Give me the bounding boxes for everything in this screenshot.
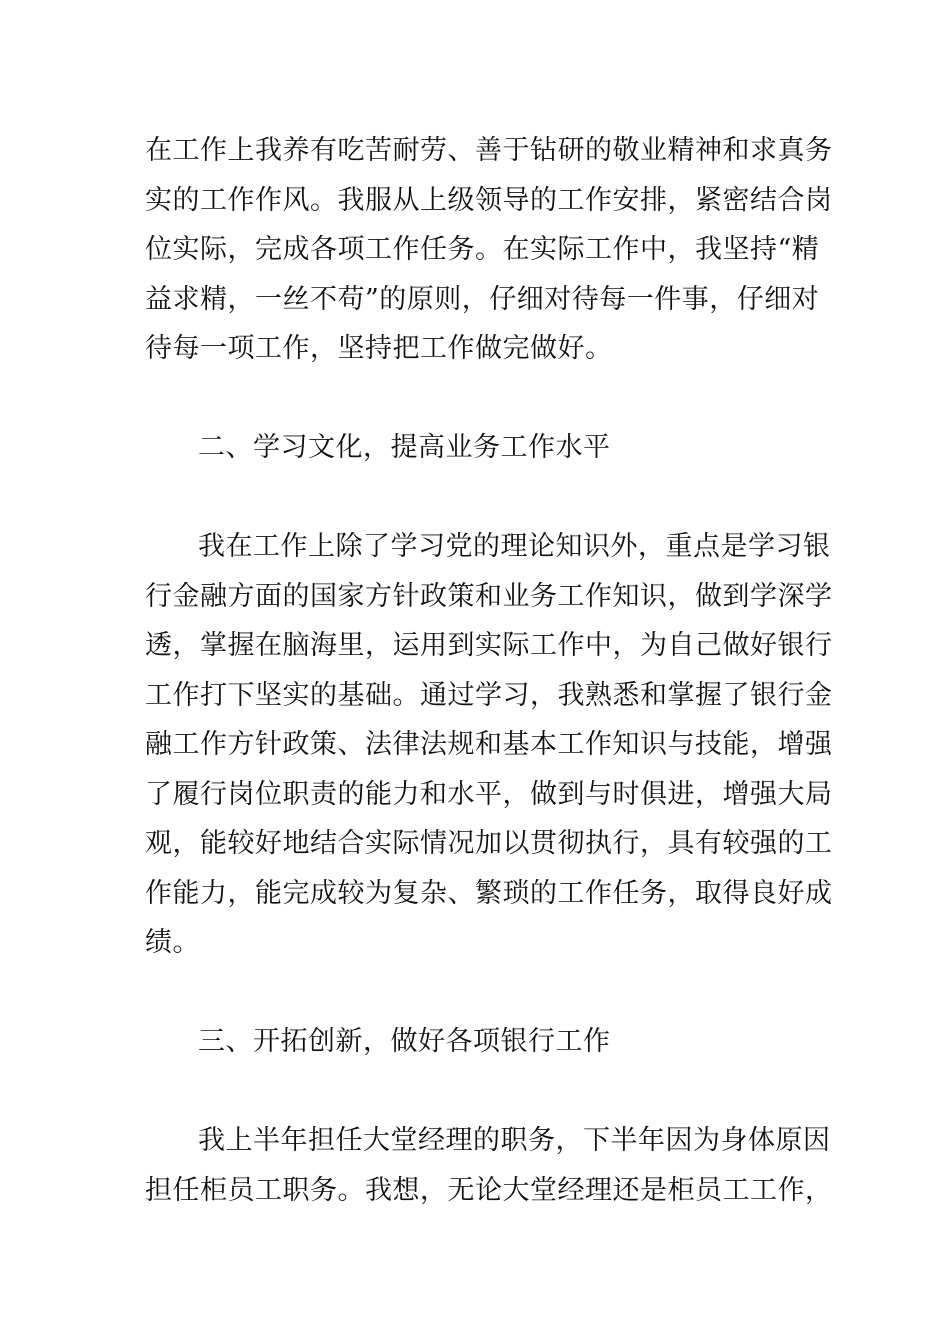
paragraph-line: 在工作上我养有吃苦耐劳、善于钻研的敬业精神和求真务: [145, 135, 833, 166]
paragraph-line: 行金融方面的国家方针政策和业务工作知识，做到学深学: [145, 581, 833, 612]
paragraph-line: 位实际，完成各项工作任务。在实际工作中，我坚持“精: [145, 234, 820, 265]
paragraph-line: 益求精，一丝不苟”的原则，仔细对待每一件事，仔细对: [145, 284, 820, 315]
paragraph-line: 我在工作上除了学习党的理论知识外，重点是学习银: [198, 531, 831, 562]
section-heading: 二、学习文化，提高业务工作水平: [198, 432, 611, 463]
paragraph-line: 观，能较好地结合实际情况加以贯彻执行，具有较强的工: [145, 828, 833, 859]
paragraph-line: 融工作方针政策、法律法规和基本工作知识与技能，增强: [145, 729, 833, 760]
paragraph-line: 绩。: [145, 927, 200, 958]
paragraph-line: 我上半年担任大堂经理的职务，下半年因为身体原因: [198, 1125, 831, 1156]
section-heading: 三、开拓创新，做好各项银行工作: [198, 1026, 611, 1057]
paragraph-line: 了履行岗位职责的能力和水平，做到与时俱进，增强大局: [145, 779, 833, 810]
paragraph-line: 工作打下坚实的基础。通过学习，我熟悉和掌握了银行金: [145, 680, 833, 711]
paragraph-line: 待每一项工作，坚持把工作做完做好。: [145, 333, 613, 364]
paragraph-line: 实的工作作风。我服从上级领导的工作安排，紧密结合岗: [145, 185, 833, 216]
paragraph-line: 担任柜员工职务。我想，无论大堂经理还是柜员工工作，: [145, 1175, 833, 1206]
paragraph-line: 透，掌握在脑海里，运用到实际工作中，为自己做好银行: [145, 630, 833, 661]
paragraph-line: 作能力，能完成较为复杂、繁琐的工作任务，取得良好成: [145, 878, 833, 909]
